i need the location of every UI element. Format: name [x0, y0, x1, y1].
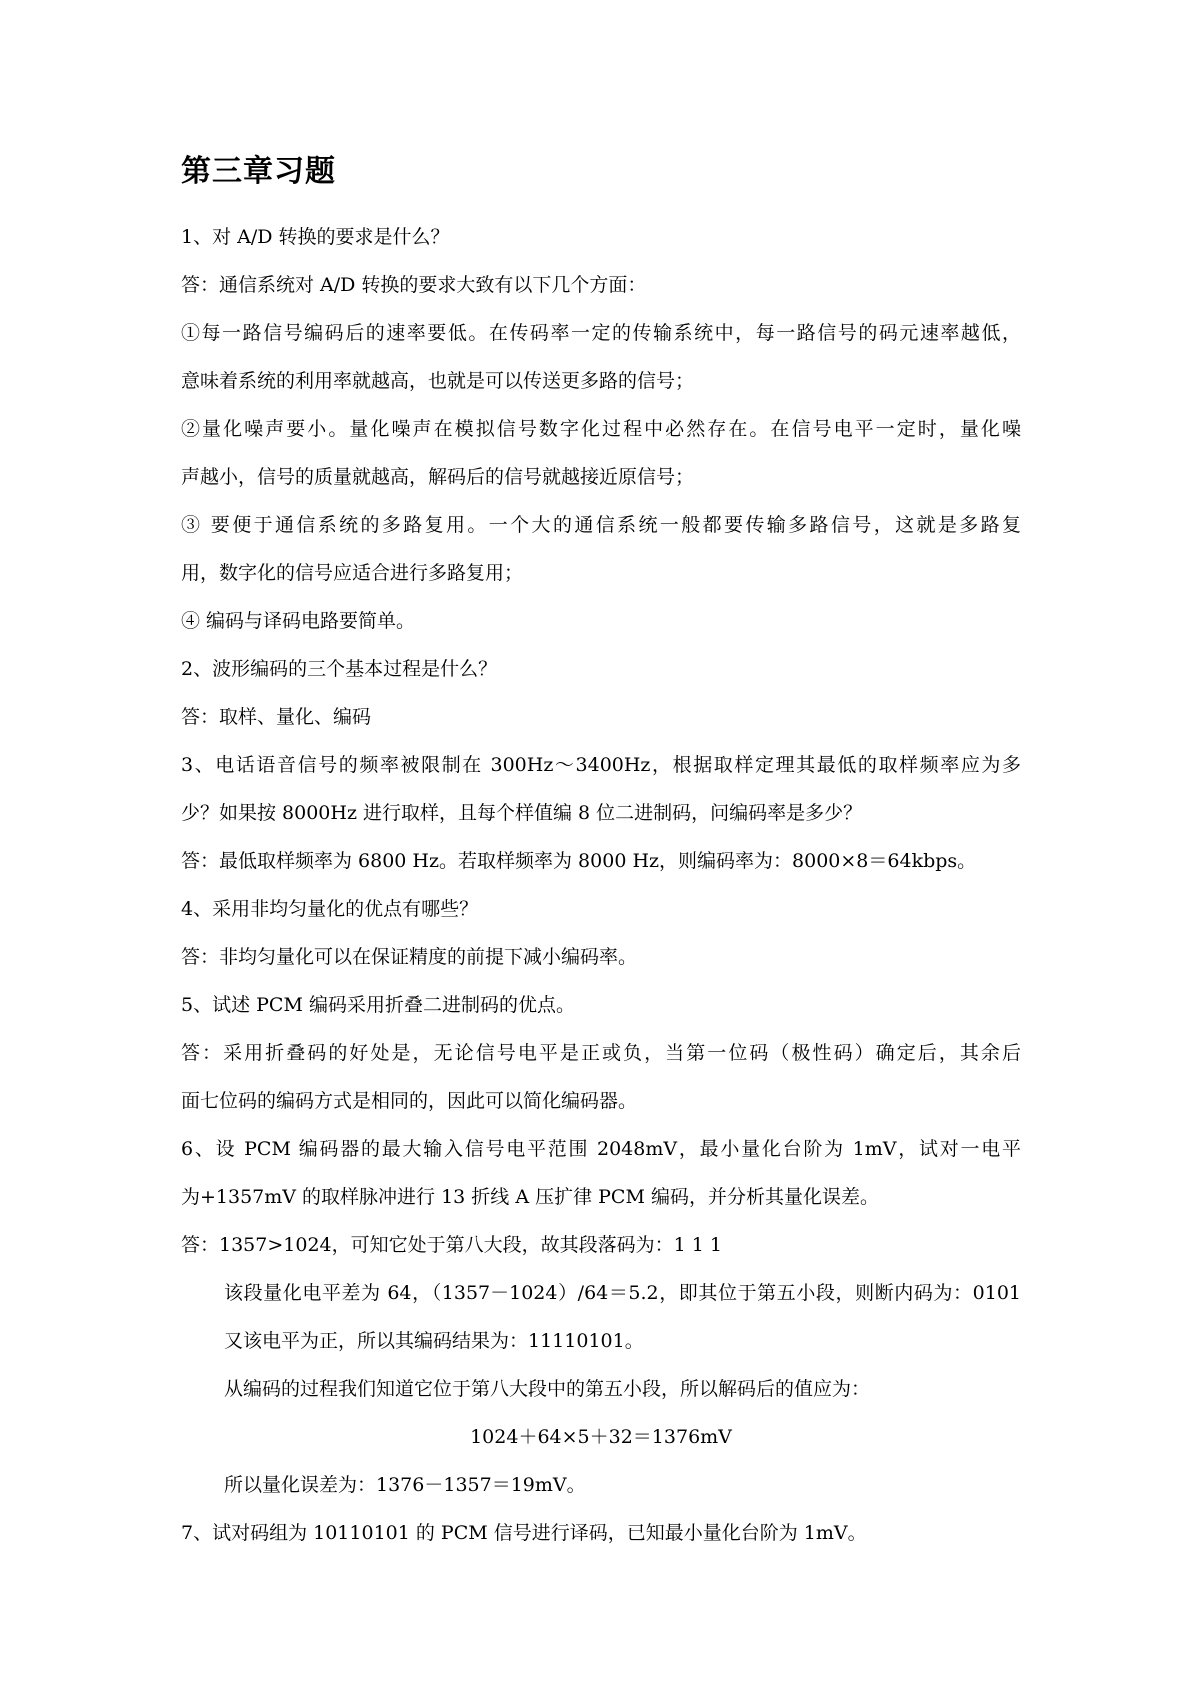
answer-5: 答：采用折叠码的好处是，无论信号电平是正或负，当第一位码（极性码）确定后，其余后	[181, 1042, 1021, 1064]
answer-6-step-2: 又该电平为正，所以其编码结果为：11110101。	[224, 1330, 644, 1352]
answer-5-cont: 面七位码的编码方式是相同的，因此可以简化编码器。	[181, 1090, 638, 1112]
question-3: 3、电话语音信号的频率被限制在 300Hz～3400Hz，根据取样定理其最低的取样频率应为多	[181, 754, 1021, 776]
answer-3: 答：最低取样频率为 6800 Hz。若取样频率为 8000 Hz，则编码率为：8000×8＝64kbps。	[181, 850, 977, 872]
answer-6-step-4: 所以量化误差为：1376－1357＝19mV。	[224, 1474, 586, 1496]
answer-1-point-2: ②量化噪声要小。量化噪声在模拟信号数字化过程中必然存在。在信号电平一定时，量化噪	[181, 418, 1021, 440]
chapter-title: 第三章习题	[181, 154, 336, 189]
question-6-cont: 为+1357mV 的取样脉冲进行 13 折线 A 压扩律 PCM 编码，并分析其量化误差。	[181, 1186, 879, 1208]
answer-6: 答：1357>1024，可知它处于第八大段，故其段落码为：1 1 1	[181, 1234, 722, 1256]
answer-1-point-1-cont: 意味着系统的利用率就越高，也就是可以传送更多路的信号；	[181, 370, 695, 392]
answer-1-point-3: ③ 要便于通信系统的多路复用。一个大的通信系统一般都要传输多路信号，这就是多路复	[181, 514, 1021, 536]
answer-1-point-3-cont: 用，数字化的信号应适合进行多路复用；	[181, 562, 524, 584]
question-3-cont: 少？如果按 8000Hz 进行取样，且每个样值编 8 位二进制码，问编码率是多少？	[181, 802, 863, 824]
question-4: 4、采用非均匀量化的优点有哪些？	[181, 898, 479, 920]
answer-6-step-3: 从编码的过程我们知道它位于第八大段中的第五小段，所以解码后的值应为：	[224, 1378, 871, 1400]
answer-2: 答：取样、量化、编码	[181, 706, 372, 728]
document-body	[181, 213, 1021, 1557]
answer-6-step-1: 该段量化电平差为 64，（1357－1024）/64＝5.2，即其位于第五小段，则断内码为：0101	[224, 1282, 1021, 1304]
question-6: 6、设 PCM 编码器的最大输入信号电平范围 2048mV，最小量化台阶为 1mV，试对一电平	[181, 1138, 1021, 1160]
question-7: 7、试对码组为 10110101 的 PCM 信号进行译码，已知最小量化台阶为 1mV。	[181, 1522, 867, 1544]
answer-1-intro: 答：通信系统对 A/D 转换的要求大致有以下几个方面：	[181, 274, 647, 296]
answer-1-point-2-cont: 声越小，信号的质量就越高，解码后的信号就越接近原信号；	[181, 466, 695, 488]
answer-4: 答：非均匀量化可以在保证精度的前提下减小编码率。	[181, 946, 638, 968]
answer-1-point-1: ①每一路信号编码后的速率要低。在传码率一定的传输系统中，每一路信号的码元速率越低，	[181, 322, 1021, 344]
answer-6-equation: 1024＋64×5＋32＝1376mV	[470, 1426, 732, 1448]
question-1: 1、对 A/D 转换的要求是什么？	[181, 226, 450, 248]
answer-1-point-4: ④ 编码与译码电路要简单。	[181, 610, 416, 632]
question-2: 2、波形编码的三个基本过程是什么？	[181, 658, 498, 680]
question-5: 5、试述 PCM 编码采用折叠二进制码的优点。	[181, 994, 575, 1016]
